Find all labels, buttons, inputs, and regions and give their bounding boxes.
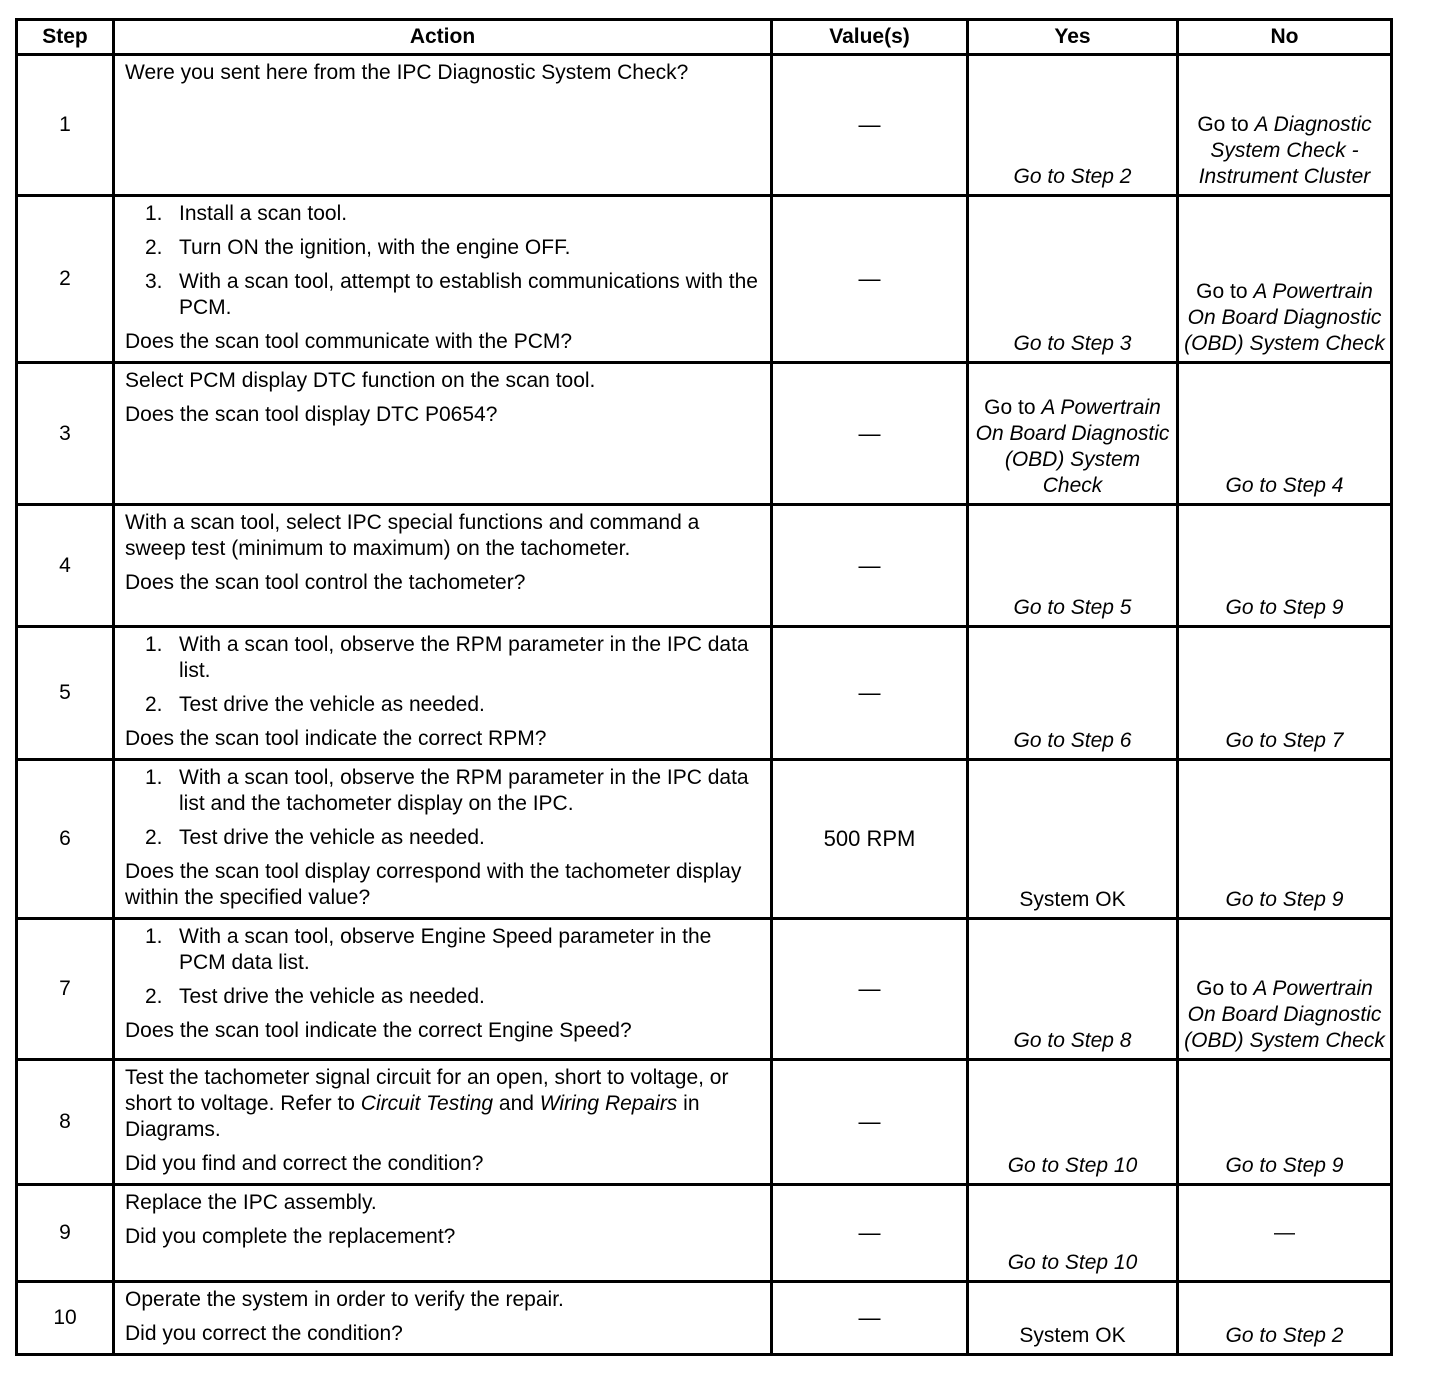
action-text: With a scan tool, select IPC special functions and command a sweep test (minimum to maximum) on the tachometer. — [125, 511, 700, 560]
value-cell: — — [772, 627, 968, 760]
yes-reference: A Powertrain On Board Diagnostic (OBD) System Check — [975, 396, 1170, 497]
no-text: Go to — [1197, 113, 1255, 136]
action-text: Select PCM display DTC function on the scan tool. — [125, 369, 596, 392]
yes-text: Go to — [984, 396, 1042, 419]
yes-reference: Go to Step 2 — [1013, 165, 1132, 188]
step-number: 2 — [17, 196, 114, 363]
header-yes: Yes — [968, 20, 1178, 55]
no-cell — [1178, 1185, 1392, 1282]
no-reference: A Powertrain On Board Diagnostic (OBD) System Check — [1184, 280, 1385, 355]
header-step: Step — [17, 20, 114, 55]
action-text — [125, 1065, 762, 1143]
table-row — [17, 363, 1392, 505]
action-step-number: 1. — [145, 925, 163, 948]
action-cell — [114, 505, 772, 627]
action-text: Operate the system in order to verify the repair. — [125, 1288, 564, 1311]
action-question: Does the scan tool display DTC P0654? — [125, 403, 498, 426]
action-step-item — [145, 765, 762, 817]
no-reference: Go to Step 9 — [1225, 1154, 1344, 1177]
table-row — [17, 1282, 1392, 1355]
value-cell: — — [772, 1185, 968, 1282]
action-cell — [114, 1282, 772, 1355]
no-cell — [1178, 55, 1392, 196]
yes-cell — [968, 505, 1178, 627]
action-step-item — [145, 825, 762, 851]
action-step-text: With a scan tool, observe Engine Speed parameter in the PCM data list. — [179, 925, 712, 974]
step-number: 4 — [17, 505, 114, 627]
no-reference: Go to Step 7 — [1225, 729, 1344, 752]
action-text: Were you sent here from the IPC Diagnostic System Check? — [125, 61, 689, 84]
action-step-item — [145, 984, 762, 1010]
value-cell: — — [772, 505, 968, 627]
table-body — [17, 55, 1392, 1355]
no-cell — [1178, 363, 1392, 505]
yes-cell — [968, 1282, 1178, 1355]
no-reference: Go to Step 4 — [1225, 474, 1344, 497]
no-reference: A Diagnostic System Check - Instrument Cluster — [1198, 113, 1372, 188]
no-cell — [1178, 1282, 1392, 1355]
action-step-number: 3. — [145, 270, 163, 293]
action-cell — [114, 196, 772, 363]
action-text-part: in Diagrams. — [125, 1092, 700, 1141]
action-step-item — [145, 692, 762, 718]
action-step-text: With a scan tool, observe the RPM parameter in the IPC data list. — [179, 633, 749, 682]
action-step-item — [145, 924, 762, 976]
no-reference: Go to Step 9 — [1225, 888, 1344, 911]
action-step-list — [125, 632, 762, 718]
no-reference: Go to Step 9 — [1225, 596, 1344, 619]
action-step-number: 2. — [145, 826, 163, 849]
table-row — [17, 55, 1392, 196]
value-cell: — — [772, 1282, 968, 1355]
action-step-text: Install a scan tool. — [179, 202, 348, 225]
action-step-text: Test drive the vehicle as needed. — [179, 826, 485, 849]
yes-cell — [968, 1185, 1178, 1282]
action-step-text: Turn ON the ignition, with the engine OFF. — [179, 236, 571, 259]
yes-cell — [968, 196, 1178, 363]
step-number: 5 — [17, 627, 114, 760]
action-step-text: Test drive the vehicle as needed. — [179, 985, 485, 1008]
diagnostic-table — [15, 18, 1393, 1356]
no-cell — [1178, 627, 1392, 760]
action-question: Does the scan tool control the tachometer? — [125, 571, 526, 594]
action-question: Does the scan tool indicate the correct Engine Speed? — [125, 1019, 632, 1042]
step-number: 8 — [17, 1060, 114, 1185]
table-row — [17, 1185, 1392, 1282]
yes-reference: Go to Step 5 — [1013, 596, 1132, 619]
value-cell: — — [772, 363, 968, 505]
wiring-repairs-reference: Wiring Repairs — [539, 1092, 678, 1115]
action-step-item — [145, 201, 762, 227]
step-number: 6 — [17, 760, 114, 919]
step-number: 1 — [17, 55, 114, 196]
action-step-text: Test drive the vehicle as needed. — [179, 693, 485, 716]
no-cell — [1178, 760, 1392, 919]
action-cell — [114, 363, 772, 505]
table-row — [17, 196, 1392, 363]
header-values: Value(s) — [772, 20, 968, 55]
yes-cell — [968, 760, 1178, 919]
action-cell — [114, 1060, 772, 1185]
action-step-number: 1. — [145, 766, 163, 789]
action-step-item — [145, 235, 762, 261]
yes-reference: Go to Step 10 — [1007, 1154, 1138, 1177]
action-cell — [114, 919, 772, 1060]
value-cell: — — [772, 55, 968, 196]
table-row — [17, 919, 1392, 1060]
yes-cell — [968, 363, 1178, 505]
yes-text: System OK — [1019, 1324, 1126, 1347]
step-number: 3 — [17, 363, 114, 505]
action-text-part: and — [493, 1092, 540, 1115]
yes-cell — [968, 55, 1178, 196]
action-question: Did you complete the replacement? — [125, 1225, 456, 1248]
action-step-number: 2. — [145, 693, 163, 716]
value-cell: 500 RPM — [772, 760, 968, 919]
header-no: No — [1178, 20, 1392, 55]
no-text: — — [1274, 1221, 1295, 1244]
action-step-text: With a scan tool, attempt to establish communications with the PCM. — [179, 270, 758, 319]
action-cell — [114, 55, 772, 196]
action-question: Did you find and correct the condition? — [125, 1152, 484, 1175]
action-cell — [114, 627, 772, 760]
table-row — [17, 760, 1392, 919]
action-step-item — [145, 632, 762, 684]
yes-reference: Go to Step 8 — [1013, 1029, 1132, 1052]
yes-reference: Go to Step 10 — [1007, 1251, 1138, 1274]
action-step-list — [125, 765, 762, 851]
action-cell — [114, 760, 772, 919]
action-step-list — [125, 924, 762, 1010]
circuit-testing-reference: Circuit Testing — [360, 1092, 494, 1115]
table-row — [17, 505, 1392, 627]
yes-cell — [968, 627, 1178, 760]
action-text-part: Test the tachometer signal circuit for an open, short to voltage, or short to voltage. Refer to — [125, 1066, 729, 1115]
yes-reference: Go to Step 6 — [1013, 729, 1132, 752]
action-cell — [114, 1185, 772, 1282]
no-reference: Go to Step 2 — [1225, 1324, 1344, 1347]
action-question: Does the scan tool indicate the correct RPM? — [125, 727, 547, 750]
table-row — [17, 1060, 1392, 1185]
action-step-item — [145, 269, 762, 321]
header-row — [17, 20, 1392, 55]
no-cell — [1178, 1060, 1392, 1185]
step-number: 10 — [17, 1282, 114, 1355]
step-number: 7 — [17, 919, 114, 1060]
no-cell — [1178, 505, 1392, 627]
yes-text: System OK — [1019, 888, 1126, 911]
step-number: 9 — [17, 1185, 114, 1282]
action-step-number: 1. — [145, 202, 163, 225]
no-reference: A Powertrain On Board Diagnostic (OBD) System Check — [1184, 977, 1385, 1052]
action-step-list — [125, 201, 762, 321]
action-step-number: 1. — [145, 633, 163, 656]
action-question: Does the scan tool communicate with the PCM? — [125, 330, 573, 353]
action-step-number: 2. — [145, 236, 163, 259]
action-step-text: With a scan tool, observe the RPM parameter in the IPC data list and the tachometer display on the IPC. — [179, 766, 749, 815]
no-cell — [1178, 196, 1392, 363]
value-cell: — — [772, 1060, 968, 1185]
no-cell — [1178, 919, 1392, 1060]
yes-cell — [968, 1060, 1178, 1185]
action-question: Did you correct the condition? — [125, 1322, 403, 1345]
value-cell: — — [772, 919, 968, 1060]
action-question: Does the scan tool display correspond with the tachometer display within the specified value? — [125, 860, 742, 909]
table-row — [17, 627, 1392, 760]
header-action: Action — [114, 20, 772, 55]
no-text: Go to — [1196, 977, 1254, 1000]
value-cell: — — [772, 196, 968, 363]
yes-cell — [968, 919, 1178, 1060]
action-text: Replace the IPC assembly. — [125, 1191, 377, 1214]
yes-reference: Go to Step 3 — [1013, 332, 1132, 355]
no-text: Go to — [1196, 280, 1254, 303]
action-step-number: 2. — [145, 985, 163, 1008]
